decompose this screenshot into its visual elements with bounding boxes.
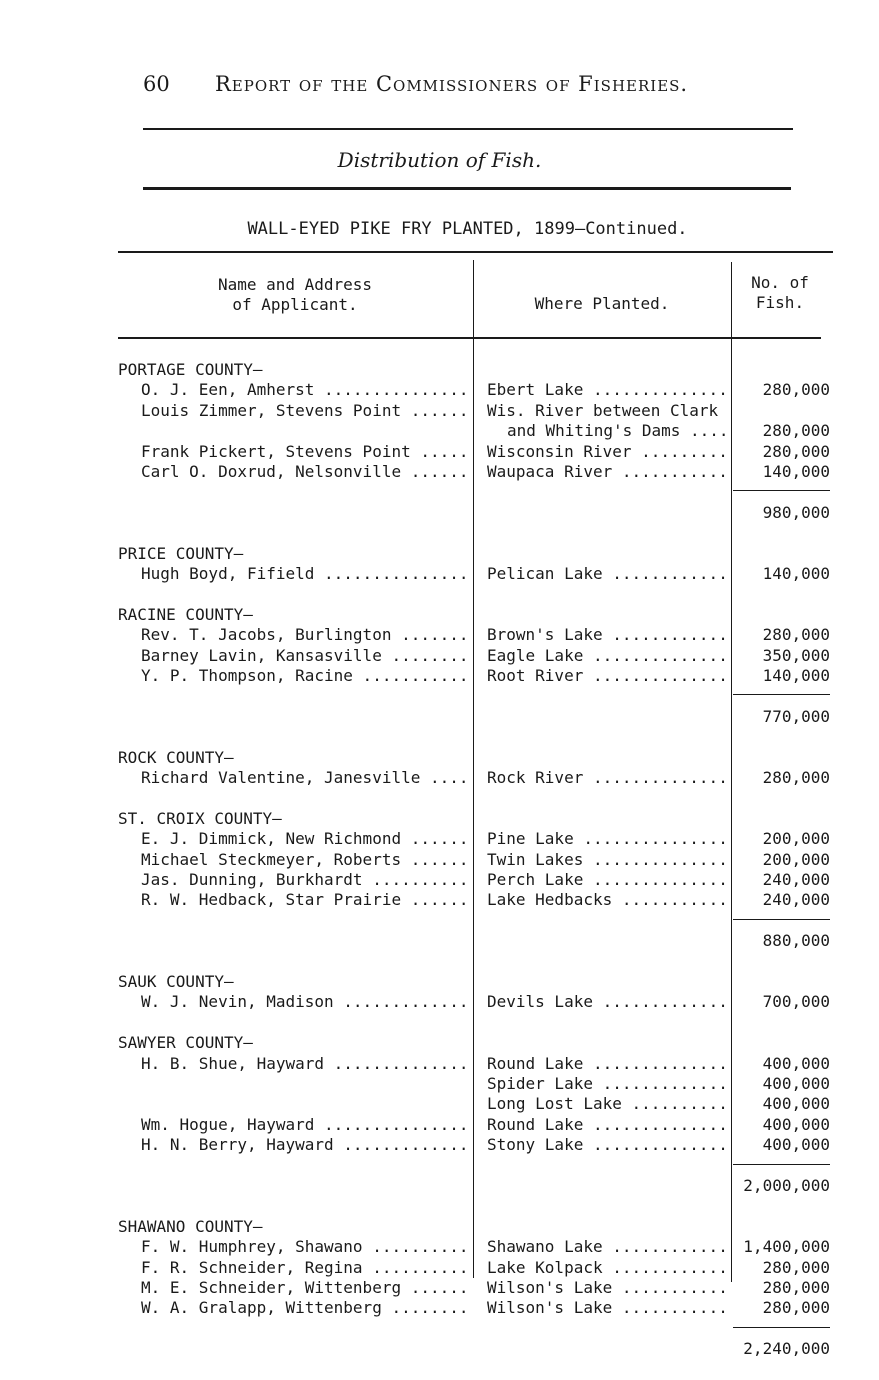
where-planted: Shawano Lake ..... bbox=[487, 1237, 725, 1257]
fish-count: 400,000 bbox=[762, 1074, 830, 1093]
table-row bbox=[0, 421, 879, 441]
county-name: PRICE COUNTY— bbox=[118, 543, 244, 563]
column-header-where: Where Planted. bbox=[534, 294, 670, 313]
county-name: RACINE COUNTY— bbox=[118, 604, 253, 624]
fish-header-line2: Fish. bbox=[755, 293, 805, 312]
table-row bbox=[0, 1074, 879, 1094]
where-planted: Wilson's Lake ..... bbox=[487, 1298, 725, 1318]
subtotal-rule bbox=[733, 919, 830, 920]
applicant-header-line1: Name and Address bbox=[217, 275, 373, 294]
where-planted: Rock River ..... bbox=[487, 768, 725, 788]
applicant: W. J. Nevin, Madison ..... bbox=[141, 992, 471, 1012]
county-total: 2,240,000 bbox=[743, 1339, 830, 1359]
fish-count: 400,000 bbox=[762, 1094, 830, 1114]
county-name: SHAWANO COUNTY— bbox=[118, 1216, 263, 1236]
county-heading-row bbox=[0, 605, 879, 625]
table-row bbox=[0, 870, 879, 890]
table-row bbox=[0, 1258, 879, 1278]
fish-count: 350,000 bbox=[762, 645, 830, 665]
where-planted: Lake Hedbacks ..... bbox=[487, 890, 725, 910]
fish-count: 280,000 bbox=[762, 1278, 830, 1297]
fish-count: 1,400,000 bbox=[743, 1237, 830, 1257]
header-rule-top bbox=[143, 128, 793, 130]
fish-count: 280,000 bbox=[762, 1298, 830, 1318]
applicant-header-line2: of Applicant. bbox=[232, 295, 358, 314]
fish-count: 240,000 bbox=[762, 890, 830, 910]
applicant: Michael Steckmeyer, Roberts ..... bbox=[141, 850, 471, 870]
where-planted: Round Lake ..... bbox=[487, 1054, 725, 1074]
table-row bbox=[0, 1135, 879, 1155]
fish-count: 280,000 bbox=[762, 421, 830, 441]
applicant: H. N. Berry, Hayward ..... bbox=[141, 1135, 471, 1155]
county-total: 980,000 bbox=[762, 502, 830, 522]
table-row bbox=[0, 1278, 879, 1298]
fish-count: 400,000 bbox=[762, 1053, 830, 1073]
applicant: E. J. Dimmick, New Richmond ..... bbox=[141, 829, 471, 849]
table-row bbox=[0, 1115, 879, 1135]
section-title: Distribution of Fish. bbox=[337, 148, 542, 172]
where-planted: Wis. River between Clark ..... bbox=[487, 401, 725, 421]
fish-count: 200,000 bbox=[762, 829, 830, 849]
column-header-fish bbox=[736, 273, 824, 313]
applicant: F. R. Schneider, Regina ..... bbox=[141, 1258, 471, 1278]
county-heading-row bbox=[0, 748, 879, 768]
table-row bbox=[0, 1054, 879, 1074]
county-total: 770,000 bbox=[762, 706, 830, 726]
column-header-applicant bbox=[118, 275, 472, 315]
fish-count: 140,000 bbox=[762, 462, 830, 481]
applicant: Hugh Boyd, Fifield ..... bbox=[141, 564, 471, 584]
table-row bbox=[0, 829, 879, 849]
fish-count: 400,000 bbox=[762, 1135, 830, 1155]
where-planted: Long Lost Lake ..... bbox=[487, 1094, 725, 1114]
applicant: Frank Pickert, Stevens Point ..... bbox=[141, 442, 471, 462]
where-planted: Stony Lake ..... bbox=[487, 1135, 725, 1155]
table-head-rule-bottom bbox=[118, 337, 821, 339]
table-row bbox=[0, 992, 879, 1012]
fish-count: 700,000 bbox=[762, 992, 830, 1012]
subtotal-rule bbox=[733, 694, 830, 695]
county-name: PORTAGE COUNTY— bbox=[118, 360, 263, 379]
table-row bbox=[0, 1094, 879, 1114]
where-planted: Devils Lake ..... bbox=[487, 992, 725, 1012]
county-heading-row bbox=[0, 809, 879, 829]
where-planted: Root River ..... bbox=[487, 666, 725, 686]
running-title: Report of the Commissioners of Fisheries. bbox=[215, 72, 689, 96]
table-row bbox=[0, 462, 879, 482]
applicant: M. E. Schneider, Wittenberg ..... bbox=[141, 1278, 471, 1298]
where-planted: Round Lake ..... bbox=[487, 1115, 725, 1135]
table-row bbox=[0, 646, 879, 666]
where-planted: Wilson's Lake ..... bbox=[487, 1278, 725, 1298]
table-row bbox=[0, 442, 879, 462]
fish-count: 280,000 bbox=[762, 1257, 830, 1277]
table-row bbox=[0, 666, 879, 686]
where-planted: Brown's Lake ..... bbox=[487, 625, 725, 645]
subtotal-row bbox=[0, 1176, 879, 1196]
where-planted: Eagle Lake ..... bbox=[487, 646, 725, 666]
county-heading-row bbox=[0, 544, 879, 564]
subtotal-row bbox=[0, 931, 879, 951]
fish-count: 400,000 bbox=[762, 1114, 830, 1134]
fish-count: 280,000 bbox=[762, 625, 830, 645]
subtotal-row bbox=[0, 1339, 879, 1359]
subtotal-rule bbox=[733, 1164, 830, 1165]
where-planted: Ebert Lake ..... bbox=[487, 380, 725, 400]
fish-count: 280,000 bbox=[762, 380, 830, 400]
county-name: ST. CROIX COUNTY— bbox=[118, 808, 282, 828]
fish-count: 240,000 bbox=[762, 870, 830, 889]
fish-count: 280,000 bbox=[762, 441, 830, 461]
table-head-rule-top bbox=[118, 251, 833, 253]
county-name: SAWYER COUNTY— bbox=[118, 1033, 253, 1053]
county-name: ROCK COUNTY— bbox=[118, 747, 234, 767]
where-planted: Pine Lake ..... bbox=[487, 829, 725, 849]
subtotal-rule bbox=[733, 490, 830, 491]
county-heading-row bbox=[0, 1217, 879, 1237]
applicant: Carl O. Doxrud, Nelsonville ..... bbox=[141, 462, 471, 482]
where-planted: Pelican Lake ..... bbox=[487, 564, 725, 584]
applicant: Barney Lavin, Kansasville ..... bbox=[141, 646, 471, 666]
header-rule-bottom bbox=[143, 187, 791, 190]
applicant: Y. P. Thompson, Racine ..... bbox=[141, 666, 471, 686]
county-heading-row bbox=[0, 972, 879, 992]
applicant: R. W. Hedback, Star Prairie ..... bbox=[141, 890, 471, 910]
applicant: Richard Valentine, Janesville ..... bbox=[141, 768, 471, 788]
where-planted: and Whiting's Dams ..... bbox=[507, 421, 725, 441]
where-planted: Perch Lake ..... bbox=[487, 870, 725, 890]
table-row bbox=[0, 401, 879, 421]
page-number: 60 bbox=[143, 72, 170, 96]
fish-count: 280,000 bbox=[762, 768, 830, 787]
applicant: W. A. Gralapp, Wittenberg ..... bbox=[141, 1298, 471, 1318]
county-heading-row bbox=[0, 1033, 879, 1053]
applicant: Rev. T. Jacobs, Burlington ..... bbox=[141, 625, 471, 645]
fish-count: 200,000 bbox=[762, 849, 830, 869]
applicant: Wm. Hogue, Hayward ..... bbox=[141, 1115, 471, 1135]
table-row bbox=[0, 380, 879, 400]
table-row bbox=[0, 625, 879, 645]
county-total: 2,000,000 bbox=[743, 1176, 830, 1195]
table-row bbox=[0, 890, 879, 910]
fish-count: 140,000 bbox=[762, 666, 830, 685]
county-total: 880,000 bbox=[762, 931, 830, 951]
applicant: O. J. Een, Amherst ..... bbox=[141, 380, 471, 400]
subtotal-row bbox=[0, 707, 879, 727]
where-planted: Twin Lakes ..... bbox=[487, 850, 725, 870]
subtotal-row bbox=[0, 503, 879, 523]
table-row bbox=[0, 564, 879, 584]
fish-header-line1: No. of bbox=[751, 273, 809, 292]
fish-count: 140,000 bbox=[762, 564, 830, 583]
county-name: SAUK COUNTY— bbox=[118, 972, 234, 991]
table-row bbox=[0, 768, 879, 788]
applicant: Louis Zimmer, Stevens Point ..... bbox=[141, 401, 471, 421]
where-planted: Spider Lake ..... bbox=[487, 1074, 725, 1094]
applicant: Jas. Dunning, Burkhardt ..... bbox=[141, 870, 471, 890]
table-row bbox=[0, 1298, 879, 1318]
running-header bbox=[143, 72, 688, 96]
applicant: H. B. Shue, Hayward ..... bbox=[141, 1054, 471, 1074]
where-planted: Lake Kolpack ..... bbox=[487, 1258, 725, 1278]
table-row bbox=[0, 850, 879, 870]
applicant: F. W. Humphrey, Shawano ..... bbox=[141, 1237, 471, 1257]
subtotal-rule bbox=[733, 1327, 830, 1328]
county-heading-row bbox=[0, 360, 879, 380]
where-planted: Wisconsin River ..... bbox=[487, 442, 725, 462]
table-row bbox=[0, 1237, 879, 1257]
where-planted: Waupaca River ..... bbox=[487, 462, 725, 482]
table-title: WALL-EYED PIKE FRY PLANTED, 1899—Continued. bbox=[247, 219, 688, 239]
